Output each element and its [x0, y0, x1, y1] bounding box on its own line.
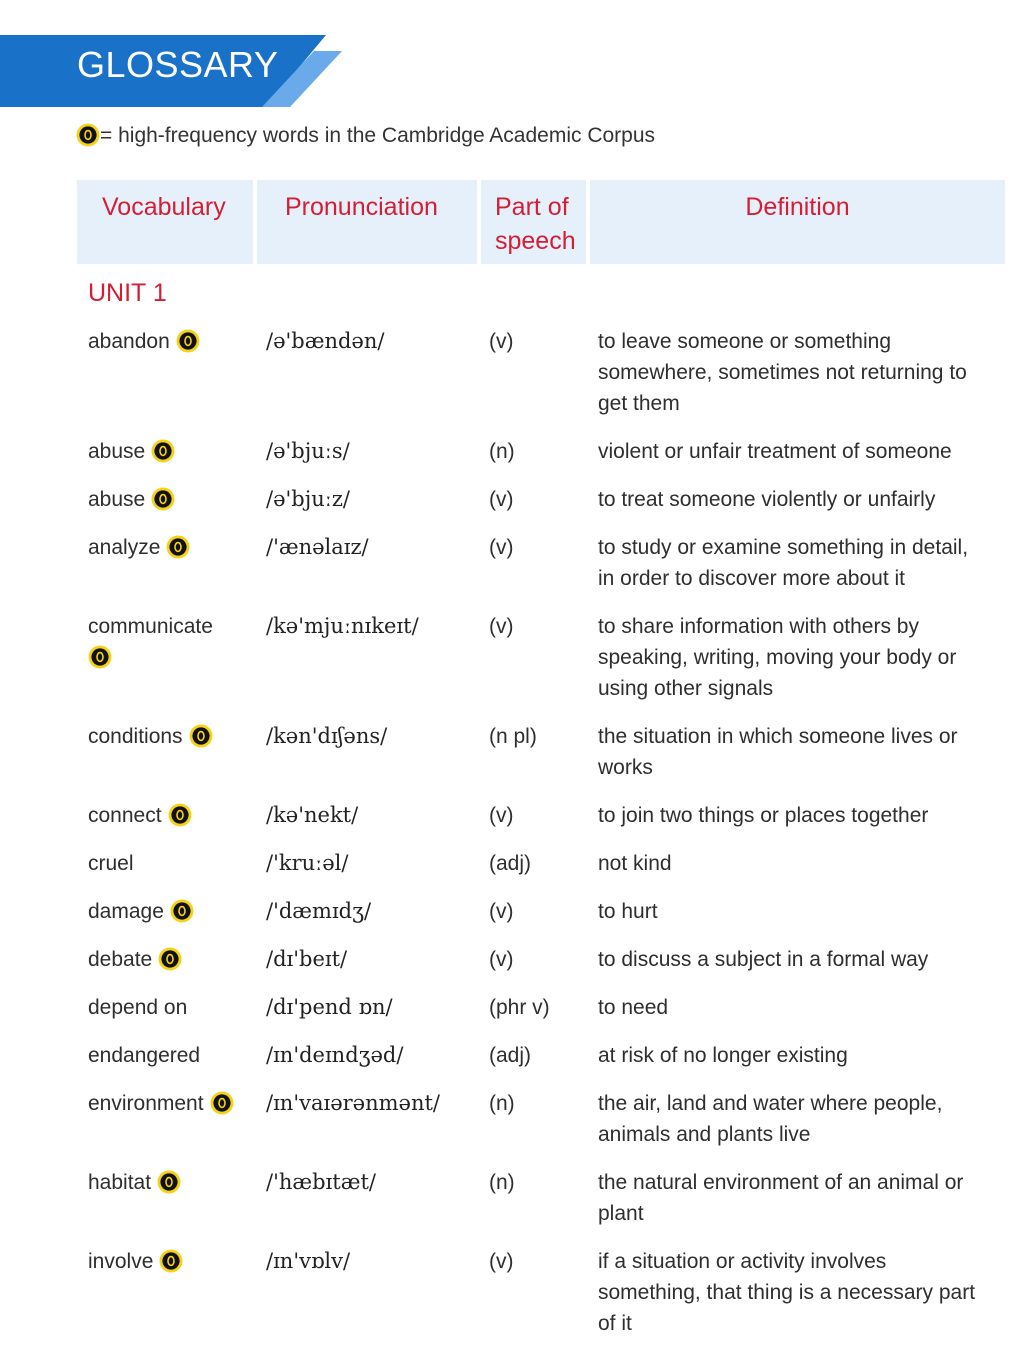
vocabulary-cell — [88, 848, 248, 879]
awl-icon — [88, 645, 112, 669]
vocabulary-cell — [88, 896, 248, 927]
definition-cell: to hurt — [598, 900, 658, 923]
glossary-row — [0, 611, 1018, 704]
vocabulary-cell — [88, 1246, 248, 1277]
definition-cell: to discuss a subject in a formal way — [598, 948, 929, 971]
vocabulary-cell — [88, 721, 248, 752]
part-of-speech-cell: (n pl) — [489, 725, 537, 748]
vocabulary-word: involve — [88, 1250, 154, 1273]
pronunciation-cell: /'ænəlaɪz/ — [266, 535, 369, 559]
awl-icon — [166, 535, 190, 559]
part-of-speech-cell: (phr v) — [489, 996, 550, 1019]
vocabulary-word: communicate — [88, 615, 213, 638]
glossary-row — [0, 1088, 1018, 1150]
part-of-speech-cell: (v) — [489, 900, 514, 923]
part-of-speech-cell: (v) — [489, 1250, 514, 1273]
glossary-row — [0, 1167, 1018, 1229]
pronunciation-cell: /ə'bjuːs/ — [266, 439, 350, 463]
pronunciation-cell: /dɪ'beɪt/ — [266, 947, 348, 971]
pronunciation-cell: /dɪ'pend ɒn/ — [266, 995, 393, 1019]
vocabulary-cell — [88, 326, 248, 357]
glossary-row — [0, 436, 1018, 467]
header-pronunciation: Pronunciation — [257, 180, 477, 264]
part-of-speech-cell: (v) — [489, 488, 514, 511]
vocabulary-word: abuse — [88, 488, 146, 511]
glossary-row — [0, 848, 1018, 879]
pronunciation-cell: /'hæbɪtæt/ — [266, 1170, 376, 1194]
definition-cell: to study or examine something in detail, in order to discover more about it — [598, 536, 969, 590]
definition-cell: not kind — [598, 852, 672, 875]
table-header — [77, 180, 1005, 264]
pronunciation-cell: /kən'dɪʃəns/ — [266, 724, 388, 748]
vocabulary-word: endangered — [88, 1044, 201, 1067]
vocabulary-word: debate — [88, 948, 153, 971]
vocabulary-cell — [88, 1088, 248, 1119]
part-of-speech-cell: (v) — [489, 330, 514, 353]
definition-cell: the natural environment of an animal or plant — [598, 1171, 964, 1225]
part-of-speech-cell: (v) — [489, 536, 514, 559]
vocabulary-word: abuse — [88, 440, 146, 463]
awl-icon — [151, 487, 175, 511]
pronunciation-cell: /ɪn'vɒlv/ — [266, 1249, 351, 1273]
pronunciation-cell: /kə'nekt/ — [266, 803, 359, 827]
part-of-speech-cell: (v) — [489, 948, 514, 971]
awl-icon — [176, 329, 200, 353]
header-part-of-speech-line1: Part of — [495, 193, 569, 221]
page-title: GLOSSARY — [77, 44, 279, 85]
vocabulary-word: cruel — [88, 852, 134, 875]
glossary-row — [0, 532, 1018, 594]
vocabulary-cell — [88, 532, 248, 563]
glossary-row — [0, 800, 1018, 831]
part-of-speech-cell: (n) — [489, 440, 515, 463]
awl-icon — [157, 1170, 181, 1194]
vocabulary-cell — [88, 1167, 248, 1198]
part-of-speech-cell: (adj) — [489, 1044, 532, 1067]
definition-cell: to join two things or places together — [598, 804, 929, 827]
definition-cell: violent or unfair treatment of someone — [598, 440, 952, 463]
part-of-speech-cell: (n) — [489, 1092, 515, 1115]
vocabulary-word: analyze — [88, 536, 161, 559]
definition-cell: at risk of no longer existing — [598, 1044, 848, 1067]
legend-key — [76, 120, 655, 152]
vocabulary-word: depend on — [88, 996, 188, 1019]
definition-cell: if a situation or activity involves something, that thing is a necessary part of it — [598, 1250, 976, 1335]
definition-cell: to treat someone violently or unfairly — [598, 488, 936, 511]
definition-cell: to need — [598, 996, 669, 1019]
header-definition: Definition — [590, 180, 1005, 264]
header-part-of-speech — [481, 180, 586, 264]
header-part-of-speech-line2: speech — [495, 227, 576, 255]
vocabulary-cell — [88, 992, 248, 1023]
vocabulary-cell — [88, 944, 248, 975]
awl-icon — [170, 899, 194, 923]
vocabulary-cell — [88, 611, 248, 673]
awl-icon — [76, 123, 100, 147]
pronunciation-cell: /ɪn'deɪndʒəd/ — [266, 1043, 404, 1067]
glossary-row — [0, 944, 1018, 975]
glossary-row — [0, 721, 1018, 783]
pronunciation-cell: /ə'bændən/ — [266, 329, 385, 353]
awl-icon — [168, 803, 192, 827]
vocabulary-word: damage — [88, 900, 164, 923]
pronunciation-cell: /ə'bjuːz/ — [266, 487, 350, 511]
vocabulary-cell — [88, 436, 248, 467]
glossary-row — [0, 992, 1018, 1023]
unit-heading: UNIT 1 — [88, 279, 167, 307]
pronunciation-cell: /'dæmɪdʒ/ — [266, 899, 372, 923]
pronunciation-cell: /ɪn'vaɪərənmənt/ — [266, 1091, 440, 1115]
glossary-row — [0, 1040, 1018, 1071]
definition-cell: the situation in which someone lives or works — [598, 725, 958, 779]
glossary-entries — [0, 326, 1018, 1356]
glossary-row — [0, 896, 1018, 927]
awl-icon — [159, 1249, 183, 1273]
part-of-speech-cell: (v) — [489, 804, 514, 827]
vocabulary-word: abandon — [88, 330, 170, 353]
glossary-row — [0, 484, 1018, 515]
vocabulary-cell — [88, 484, 248, 515]
vocabulary-cell — [88, 1040, 248, 1071]
pronunciation-cell: /'kruːəl/ — [266, 851, 349, 875]
definition-cell: to share information with others by speaking, writing, moving your body or using other signals — [598, 615, 957, 700]
vocabulary-cell — [88, 800, 248, 831]
vocabulary-word: connect — [88, 804, 162, 827]
glossary-row — [0, 1246, 1018, 1339]
part-of-speech-cell: (v) — [489, 615, 514, 638]
pronunciation-cell: /kə'mjuːnɪkeɪt/ — [266, 614, 419, 638]
definition-cell: to leave someone or something somewhere, sometimes not returning to get them — [598, 330, 967, 415]
header-vocabulary: Vocabulary — [77, 180, 253, 264]
legend-text: = high-frequency words in the Cambridge Academic Corpus — [100, 124, 656, 147]
awl-icon — [158, 947, 182, 971]
awl-icon — [151, 439, 175, 463]
definition-cell: the air, land and water where people, animals and plants live — [598, 1092, 943, 1146]
awl-icon — [210, 1091, 234, 1115]
part-of-speech-cell: (n) — [489, 1171, 515, 1194]
part-of-speech-cell: (adj) — [489, 852, 532, 875]
vocabulary-word: conditions — [88, 725, 183, 748]
awl-icon — [189, 724, 213, 748]
glossary-row — [0, 326, 1018, 419]
vocabulary-word: environment — [88, 1092, 204, 1115]
vocabulary-word: habitat — [88, 1171, 152, 1194]
